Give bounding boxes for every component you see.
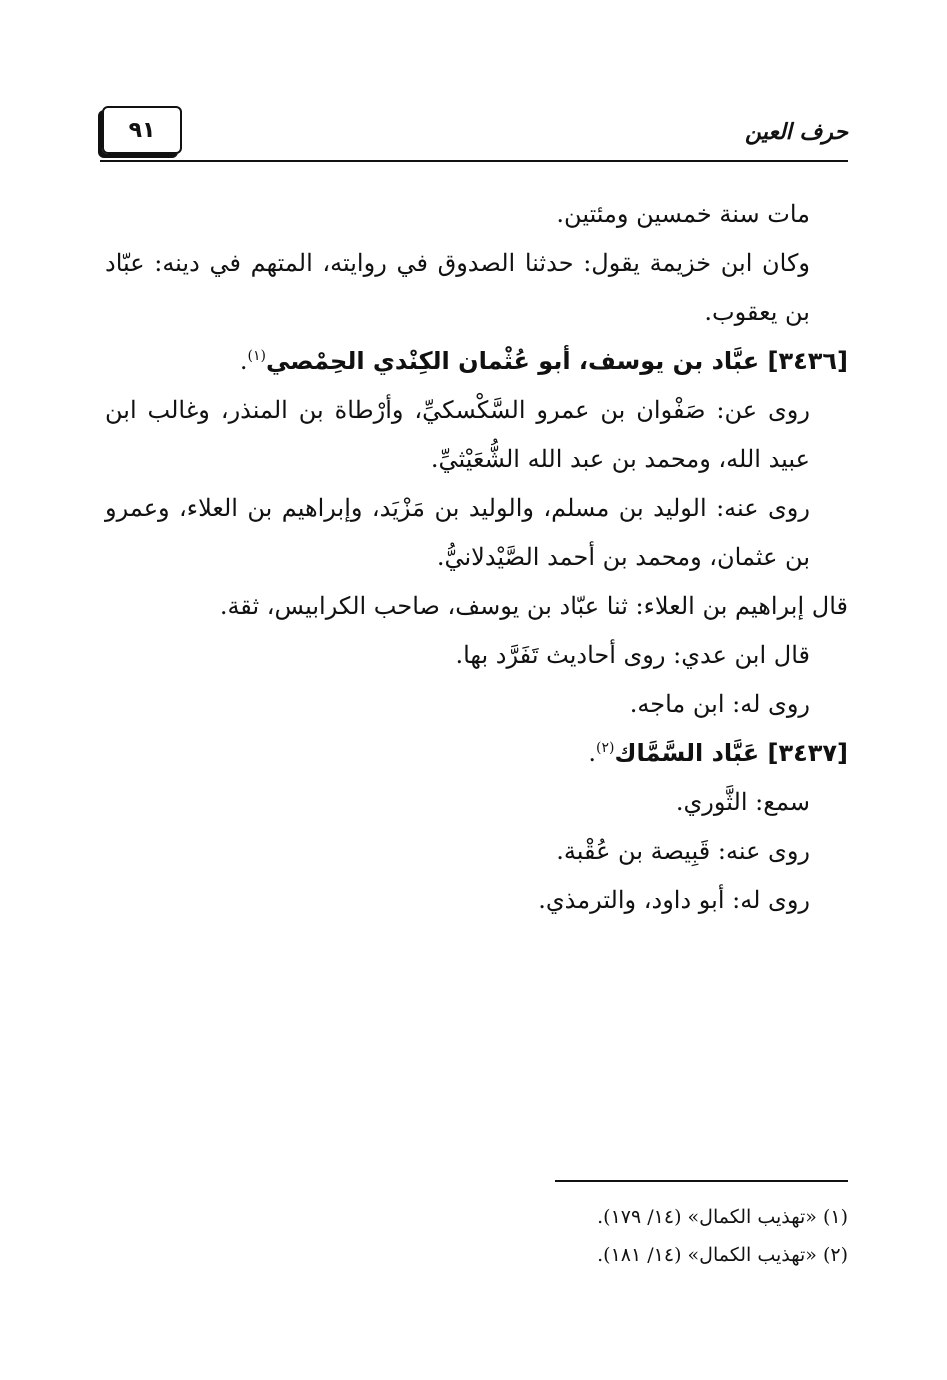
body-text bbox=[105, 190, 848, 925]
header-rule bbox=[100, 160, 848, 162]
running-title: حرف العين bbox=[744, 120, 848, 145]
entry-title-end: . bbox=[588, 739, 596, 767]
paragraph-narrated-by: روى عنه: الوليد بن مسلم، والوليد بن مَزْيَد، وإبراهيم بن العلاء، وعمرو بن عثمان، ومحمد بن أحمد الصَّيْدلانيُّ. bbox=[105, 494, 810, 571]
entry-title: [٣٤٣٦] عبَّاد بن يوسف، أبو عُثْمان الكِنْدي الحِمْصي bbox=[266, 347, 848, 375]
paragraph-narrated-from: روى عن: صَفْوان بن عمرو السَّكْسكيِّ، وأرْطاة بن المنذر، وغالب ابن عبيد الله، ومحمد بن عبد الله الشُّعَيْثيِّ. bbox=[105, 396, 810, 473]
footnote-rule bbox=[555, 1180, 848, 1182]
paragraph-narrated-by-2: روى عنه: قَبِيصة بن عُقْبة. bbox=[556, 837, 810, 865]
footnote-ref: (١) bbox=[247, 348, 267, 364]
page-header bbox=[100, 100, 848, 162]
paragraph-heard-from: سمع: الثَّوري. bbox=[675, 788, 810, 816]
paragraph-quote-ibrahim: قال إبراهيم بن العلاء: ثنا عبّاد بن يوسف، صاحب الكرابيس، ثقة. bbox=[219, 592, 848, 620]
entry-title-end: . bbox=[239, 347, 248, 375]
paragraph-narrated-for: روى له: ابن ماجه. bbox=[629, 690, 810, 718]
footnote-2: (٢) «تهذيب الكمال» (١٤/ ١٨١). bbox=[597, 1244, 848, 1266]
footnote-ref: (٢) bbox=[596, 740, 615, 756]
entry-title: [٣٤٣٧] عَبَّاد السَّمَّاك bbox=[614, 739, 848, 767]
entry-heading-3437 bbox=[105, 729, 848, 778]
paragraph-ibn-khuzayma: وكان ابن خزيمة يقول: حدثنا الصدوق في روايته، المتهم في دينه: عبّاد بن يعقوب. bbox=[105, 249, 810, 326]
paragraph-death-year: مات سنة خمسين ومئتين. bbox=[556, 200, 810, 228]
footnotes bbox=[400, 1198, 848, 1274]
paragraph-quote-ibn-adi: قال ابن عدي: روى أحاديث تَفَرَّد بها. bbox=[455, 641, 810, 669]
paragraph-narrated-for-2: روى له: أبو داود، والترمذي. bbox=[538, 886, 810, 914]
footnote-1: (١) «تهذيب الكمال» (١٤/ ١٧٩). bbox=[597, 1206, 848, 1228]
page-number: ٩١ bbox=[102, 106, 182, 154]
entry-heading-3436 bbox=[105, 337, 848, 386]
